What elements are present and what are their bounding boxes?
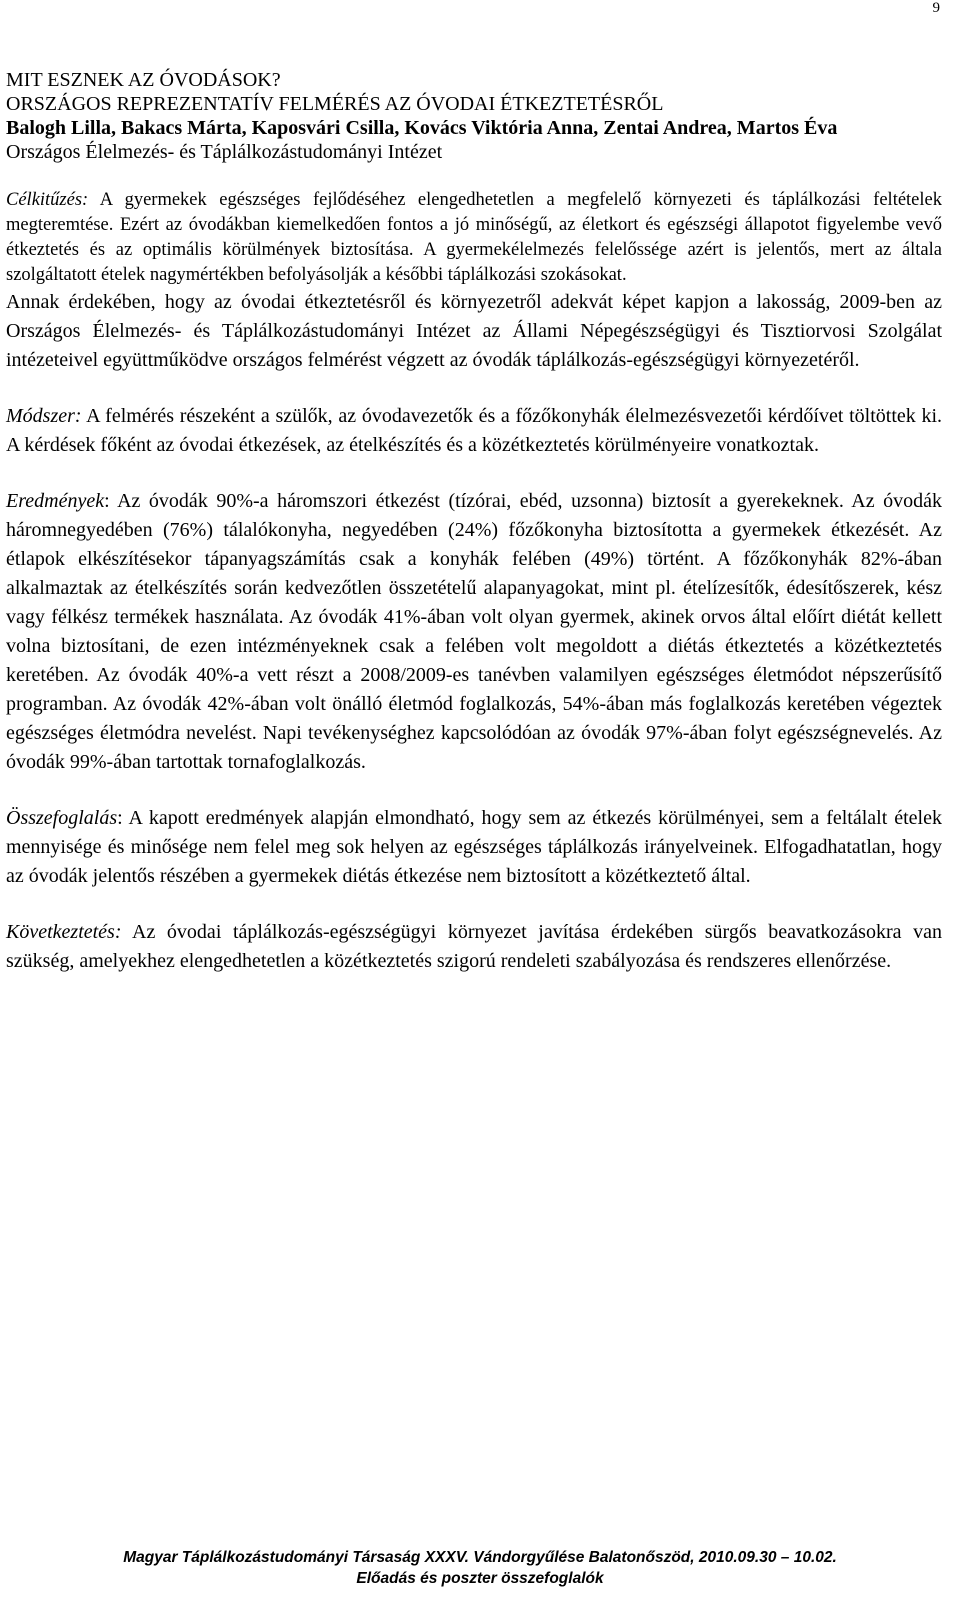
spacer <box>6 164 942 188</box>
summary-label: Összefoglalás <box>6 807 118 829</box>
method-text: A felmérés részeként a szülők, az óvodavezetők és a főzőkonyhák élelmezésvezetői kérdőívet töltöttek ki. A kérdések főként az óvodai étkezések, az ételkészítés és a közétkeztetés körülményeire vonatkoztak. <box>6 405 942 456</box>
footer-conference: Magyar Táplálkozástudományi Társaság XXXV. Vándorgyűlése Balatonőszöd, 2010.09.30 – 10.02. <box>123 1549 837 1566</box>
aim-label: Célkitűzés: <box>6 190 89 210</box>
results-label: Eredmények <box>6 490 105 512</box>
conclusion-text: Az óvodai táplálkozás-egészségügyi környezet javítása érdekében sürgős beavatkozásokra van szükség, amelyekhez elengedhetetlen a közétkeztetés szigorú rendeleti szabályozása és rendszeres ellenőrzése. <box>6 921 942 972</box>
aim-paragraph-2: Annak érdekében, hogy az óvodai étkeztetésről és környezetről adekvát képet kapjon a lakosság, 2009-ben az Országos Élelmezés- és Táplálkozástudományi Intézet az Állami Népegészségügyi és Tisztiorvosi Szolgálat intézeteivel együttműködve országos felmérést végzett az óvodák táplálkozás-egészségügyi környezetéről. <box>6 291 942 371</box>
conclusion-label: Következtetés: <box>6 921 122 943</box>
spacer <box>6 891 942 918</box>
results-text: : Az óvodák 90%-a háromszori étkezést (tízórai, ebéd, uzsonna) biztosít a gyerekeknek. Az óvodák háromnegyedében (76%) tálalókonyha, negyedében (24%) főzőkonyha biztosította a gyermekek étkezését. Az étlapok elkészítésekor tápanyagszámítás csak a konyhák felében (49%) történt. A főzőkonyhák 82%-ában alkalmaztak az ételkészítés során kedvezőtlen összetételű alapanyagokat, mint pl. ételízesítők, édesítőszerek, kész vagy félkész termékek használata. Az óvodák 41%-ában volt olyan gyermek, akinek orvos által előírt diétát kellett volna biztosítani, de ezen intézményeknek csak a felében volt megoldott a diétás étkeztetés a közétkeztetés keretében. Az óvodák 40%-a vett részt a 2008/2009-es tanévben valamilyen egészséges életmódot népszerűsítő programban. Az óvodák 42%-ában volt önálló életmód foglalkozás, 54%-ában más foglalkozás keretében végeztek egészséges életmódra nevelést. Napi tevékenységhez kapcsolódóan az óvodák 97%-ában folyt egészségnevelés. Az óvodák 99%-ában tartottak tornafoglalkozás. <box>6 490 942 773</box>
summary-paragraph <box>6 804 942 891</box>
conclusion-paragraph <box>6 918 942 976</box>
page-number: 9 <box>932 0 940 16</box>
footer-subtitle: Előadás és poszter összefoglalók <box>356 1570 604 1587</box>
institution: Országos Élelmezés- és Táplálkozástudományi Intézet <box>6 141 443 163</box>
abstract-subtitle: ORSZÁGOS REPREZENTATÍV FELMÉRÉS AZ ÓVODAI ÉTKEZTETÉSRŐL <box>6 93 664 115</box>
spacer <box>6 777 942 804</box>
summary-text: : A kapott eredmények alapján elmondható, hogy sem az étkezés körülményei, sem a feltálalt ételek mennyisége és minősége nem felel meg sok helyen az egészséges táplálkozás irányelveinek. Elfogadhatatlan, hogy az óvodák jelentős részében a gyermekek diétás étkezése nem biztosított a közétkeztető által. <box>6 807 942 887</box>
method-paragraph <box>6 402 942 460</box>
aim-paragraph <box>6 188 942 288</box>
spacer <box>6 460 942 487</box>
aim-text: A gyermekek egészséges fejlődéséhez elengedhetetlen a megfelelő környezeti és táplálkozási feltételek megteremtése. Ezért az óvodákban kiemelkedően fontos a jó minőségű, az életkort és egészségi állapotot figyelembe vevő étkeztetés és az optimális körülmények biztosítása. A gyermekélelmezés felelőssége azért is jelentős, mert az általa szolgáltatott ételek nagymértékben befolyásolják a későbbi táplálkozási szokásokat. <box>6 190 942 285</box>
abstract <box>6 68 942 976</box>
results-paragraph <box>6 487 942 777</box>
method-label: Módszer: <box>6 405 82 427</box>
spacer <box>6 375 942 402</box>
abstract-title: MIT ESZNEK AZ ÓVODÁSOK? <box>6 69 281 91</box>
authors: Balogh Lilla, Bakacs Márta, Kaposvári Csilla, Kovács Viktória Anna, Zentai Andrea, Martos Éva <box>6 117 838 139</box>
